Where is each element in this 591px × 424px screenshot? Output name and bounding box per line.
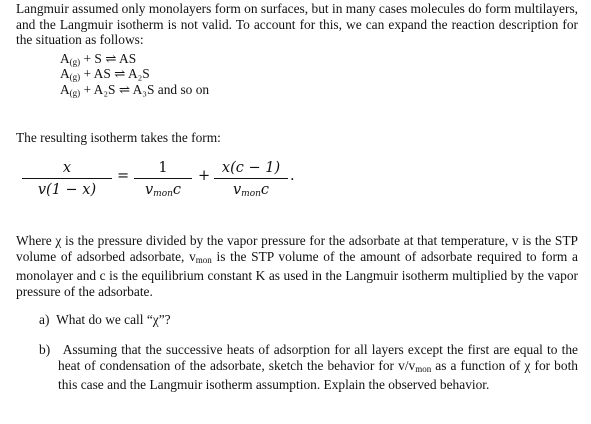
reaction-2 <box>60 66 578 82</box>
reaction-list <box>60 51 578 98</box>
term1-denominator: vmonc <box>144 182 182 200</box>
fraction-bar <box>214 178 288 179</box>
reaction-1 <box>60 51 578 67</box>
term1-fraction <box>134 159 192 199</box>
plus-sign: + <box>198 168 211 185</box>
lhs-fraction <box>22 159 112 199</box>
question-b: b) Assuming that the successive heats of adsorption for all layers except the first are equal to the heat of condensation of the adsorbate, sketch the behavior for v/vmon as a function of χ for both this case and the Langmuir isotherm assumption. Explain the observed behavior. <box>39 342 578 393</box>
reaction-phase: (g) <box>69 56 81 67</box>
question-a <box>16 312 578 328</box>
reaction-phase: (g) <box>69 72 81 83</box>
question-b-label: b) <box>39 342 51 358</box>
reaction-3 <box>60 82 578 98</box>
term2-numerator: x(c − 1) <box>221 160 281 177</box>
term2-fraction <box>214 159 288 199</box>
intro-paragraph: Langmuir assumed only monolayers form on surfaces, but in many cases molecules do form multilayers, and the Langmuir isotherm is not valid. To account for this, we can expand the reaction description for the situation as follows: <box>16 1 578 48</box>
reaction-species: A <box>60 50 70 66</box>
question-a-label: a) <box>39 311 50 327</box>
term1-numerator: 1 <box>158 160 168 177</box>
lhs-numerator: x <box>62 160 72 177</box>
reaction-rest: + A₂S ⇌ A₃S and so on <box>80 81 210 97</box>
reaction-rest: + S ⇌ AS <box>80 50 137 66</box>
equation-period: . <box>290 168 295 185</box>
fraction-bar <box>134 178 192 179</box>
fraction-bar <box>22 178 112 179</box>
term2-denominator: vmonc <box>232 182 270 200</box>
reaction-phase: (g) <box>69 87 81 98</box>
reaction-species: A <box>60 66 70 82</box>
reaction-species: A <box>60 81 70 97</box>
document-page <box>16 1 578 393</box>
isotherm-intro: The resulting isotherm takes the form: <box>16 129 221 145</box>
reaction-rest: + AS ⇌ A₂S <box>80 66 150 82</box>
equals-sign: = <box>117 168 130 185</box>
definition-paragraph: Where χ is the pressure divided by the vapor pressure for the adsorbate at that temperature, v is the STP volume of adsorbed adsorbate, vmon is the STP volume of the amount of adsorbate required to form a monolayer and c is the equilibrium constant K as used in the Langmuir isotherm multiplied by the vapor pressure of the adsorbate. <box>16 233 578 299</box>
bet-equation <box>22 159 578 219</box>
question-a-text: What do we call “χ”? <box>56 311 171 327</box>
lhs-denominator: v(1 − x) <box>37 182 97 199</box>
